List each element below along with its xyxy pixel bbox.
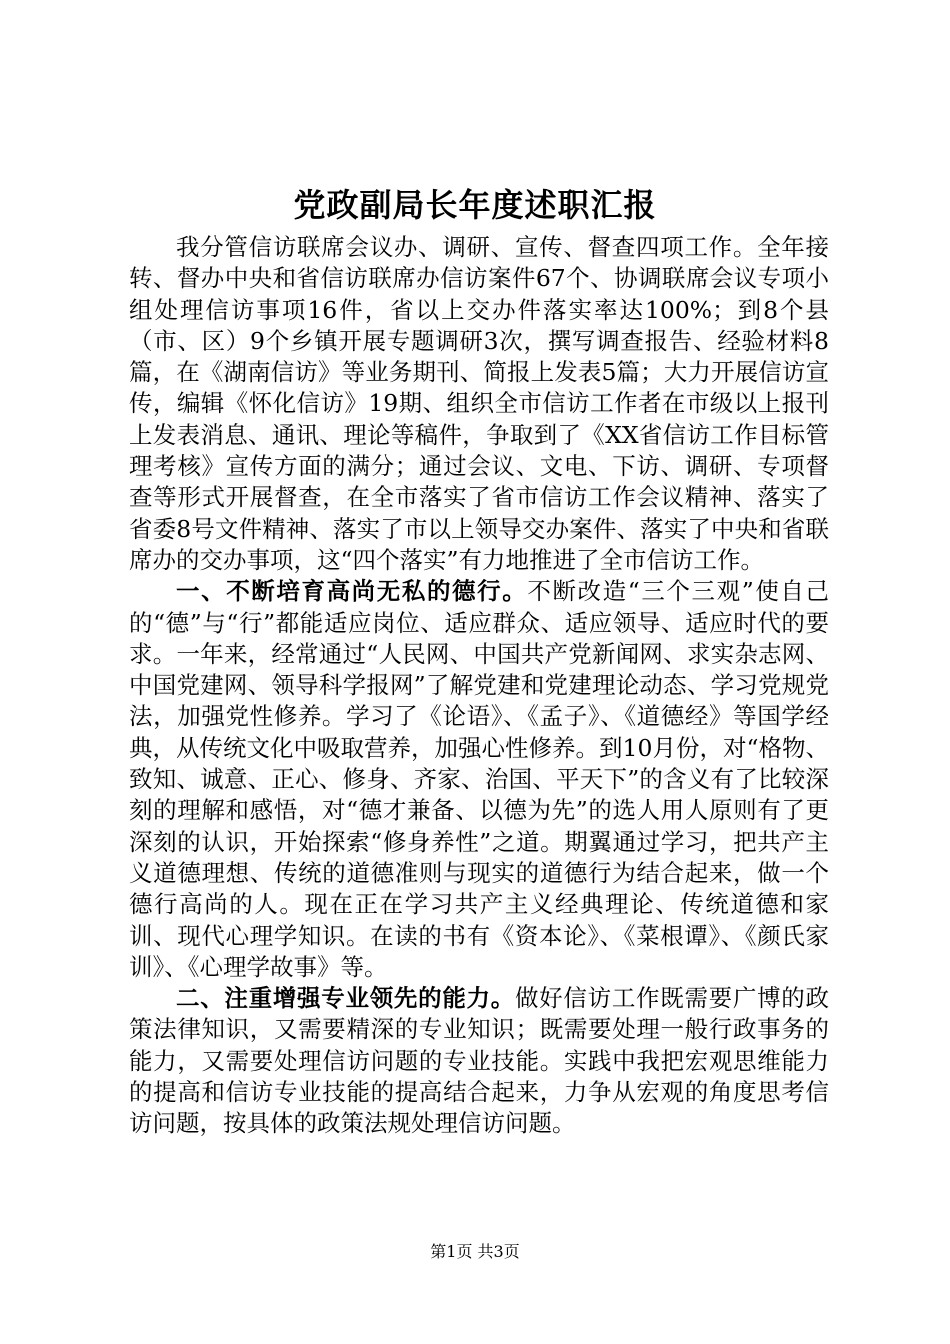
paragraph-text: 我分管信访联席会议办、调研、宣传、督查四项工作。全年接转、督办中央和省信访联席办信访案件67个、协调联席会议专项小组处理信访事项16件，省以上交办件落实率达100%；到8个县（市、区）9个乡镇开展专题调研3次，撰写调查报告、经验材料8篇，在《湖南信访》等业务期刊、简报上发表5篇；大力开展信访宣传，编辑《怀化信访》19期、组织全市信访工作者在市级以上报刊上发表消息、通讯、理论等稿件，争取到了《XX省信访工作目标管理考核》宣传方面的满分；通过会议、文电、下访、调研、专项督查等形式开展督查，在全市落实了省市信访工作会议精神、落实了省委8号文件精神、落实了市以上领导交办案件、落实了中央和省联席办的交办事项，这“四个落实”有力地推进了全市信访工作。 xyxy=(129,233,829,574)
section-heading: 二、注重增强专业领先的能力。 xyxy=(176,984,515,1013)
document-body xyxy=(129,232,829,1140)
paragraph-text: 做好信访工作既需要广博的政策法律知识，又需要精深的专业知识；既需要处理一般行政事务的能力，又需要处理信访问题的专业技能。实践中我把宏观思维能力的提高和信访专业技能的提高结合起来，力争从宏观的角度思考信访问题，按具体的政策法规处理信访问题。 xyxy=(129,984,830,1138)
document-title: 党政副局长年度述职汇报 xyxy=(293,186,657,224)
section-heading: 一、不断培育高尚无私的德行。 xyxy=(176,577,528,606)
paragraph-section-2 xyxy=(129,983,829,1139)
paragraph-intro xyxy=(129,232,829,576)
paragraph-section-1 xyxy=(129,576,829,983)
page-footer: 第1页 共3页 xyxy=(430,1242,520,1261)
paragraph-text: 不断改造“三个三观”使自己的“德”与“行”都能适应岗位、适应群众、适应领导、适应时代的要求。一年来，经常通过“人民网、中国共产党新闻网、求实杂志网、中国党建网、领导科学报网”了解党建和党建理论动态、学习党规党法，加强党性修养。学习了《论语》、《孟子》、《道德经》等国学经典，从传统文化中吸取营养，加强心性修养。到10月份，对“格物、致知、诚意、正心、修身、齐家、治国、平天下”的含义有了比较深刻的理解和感悟，对“德才兼备、以德为先”的选人用人原则有了更深刻的认识，开始探索“修身养性”之道。期翼通过学习，把共产主义道德理想、传统的道德准则与现实的道德行为结合起来，做一个德行高尚的人。现在正在学习共产主义经典理论、传统道德和家训、现代心理学知识。在读的书有《资本论》、《菜根谭》、《颜氏家训》、《心理学故事》等。 xyxy=(129,577,830,981)
